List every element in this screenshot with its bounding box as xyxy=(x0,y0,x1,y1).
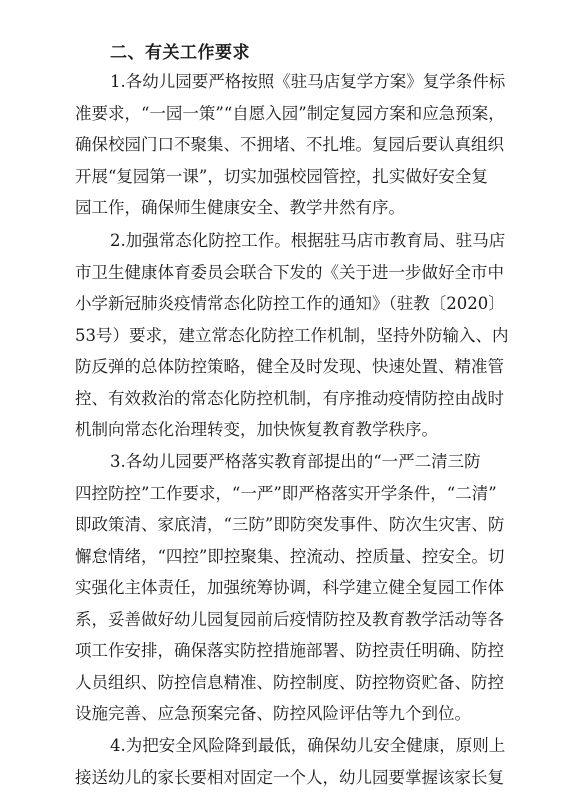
paragraph-line: 系，妥善做好幼儿园复园前后疫情防控及教育教学活动等各 xyxy=(75,610,504,629)
paragraph-line: 1.各幼儿园要严格按照《驻马店复学方案》复学条件标 xyxy=(110,72,506,91)
paragraph-line: 即政策清、家底清，“三防”即防突发事件、防次生灾害、防 xyxy=(75,515,505,534)
paragraph-line: 四控防控”工作要求，“一严”即严格落实开学条件，“二清” xyxy=(75,484,497,503)
paragraph-line: 懈怠情绪，“四控”即控聚集、控流动、控质量、控安全。切 xyxy=(75,547,505,566)
paragraph-line: 4.为把安全风险降到最低，确保幼儿安全健康，原则上 xyxy=(110,736,506,755)
paragraph-line: 2.加强常态化防控工作。根据驻马店市教育局、驻马店 xyxy=(110,231,506,250)
paragraph-line: 小学新冠肺炎疫情常态化防控工作的通知》（驻教〔2020〕 xyxy=(75,294,505,313)
paragraph-line: 机制向常态化治理转变，加快恢复教育教学秩序。 xyxy=(75,420,438,439)
paragraph-line: 控、有效救治的常态化防控机制，有序推动疫情防控由战时 xyxy=(75,389,504,408)
paragraph-line: 项工作安排，确保落实防控措施部署、防控责任明确、防控 xyxy=(75,641,504,660)
paragraph-line: 设施完善、应急预案完备、防控风险评估等九个到位。 xyxy=(75,704,471,723)
section-heading: 二、有关工作要求 xyxy=(110,43,250,63)
paragraph-line: 实强化主体责任，加强统筹协调，科学建立健全复园工作体 xyxy=(75,578,504,597)
paragraph-line: 确保校园门口不聚集、不拥堵、不扎堆。复园后要认真组织 xyxy=(75,135,504,154)
paragraph-line: 准要求，“一园一策”“自愿入园”制定复园方案和应急预案， xyxy=(75,104,505,123)
paragraph-line: 市卫生健康体育委员会联合下发的《关于进一步做好全市中 xyxy=(75,263,504,282)
paragraph-line: 3.各幼儿园要严格落实教育部提出的“一严二清三防 xyxy=(110,452,481,471)
paragraph-line: 接送幼儿的家长要相对固定一个人，幼儿园要掌握该家长复 xyxy=(75,768,504,787)
paragraph-line: 53号）要求，建立常态化防控工作机制，坚持外防输入、内 xyxy=(75,326,509,345)
paragraph-line: 开展“复园第一课”，切实加强校园管控，扎实做好安全复 xyxy=(75,167,488,186)
paragraph-line: 人员组织、防控信息精准、防控制度、防控物资贮备、防控 xyxy=(75,673,504,692)
paragraph-line: 防反弹的总体防控策略，健全及时发现、快速处置、精准管 xyxy=(75,357,504,376)
paragraph-line: 园工作，确保师生健康安全、教学井然有序。 xyxy=(75,198,405,217)
